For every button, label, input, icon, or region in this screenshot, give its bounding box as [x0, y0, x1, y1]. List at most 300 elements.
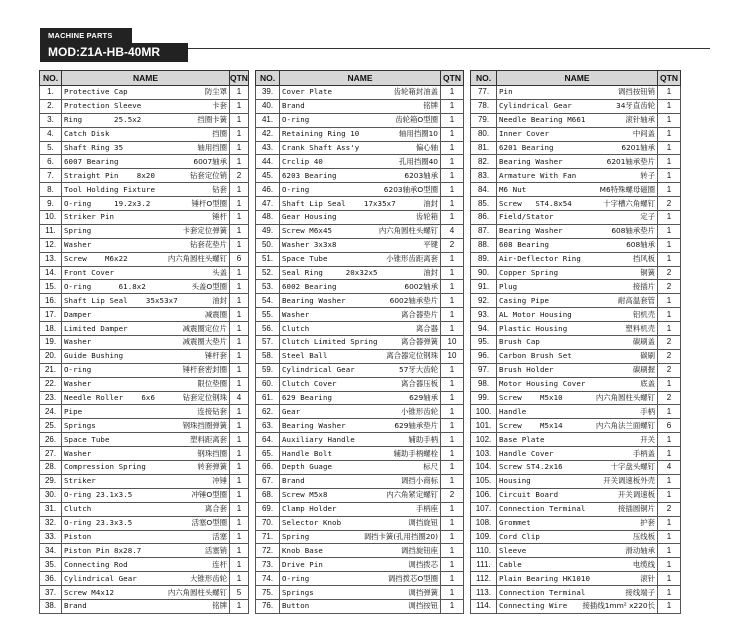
part-name-cell — [280, 391, 441, 405]
table-row — [256, 183, 464, 197]
part-name-cn: 钻套 — [212, 184, 227, 194]
table-row — [40, 141, 249, 155]
part-quantity: 2 — [658, 349, 681, 363]
part-name-cell — [280, 586, 441, 600]
part-number: 61. — [256, 391, 280, 405]
part-number: 109. — [471, 530, 497, 544]
table-row — [40, 224, 249, 238]
part-name-en: Tool Holding Fixture — [64, 184, 155, 194]
part-number: 87. — [471, 224, 497, 238]
table-row — [256, 113, 464, 127]
part-quantity: 1 — [230, 280, 249, 294]
part-name-cell — [497, 308, 658, 322]
part-number: 1. — [40, 86, 62, 100]
part-name-cell — [280, 99, 441, 113]
part-name-cell — [280, 599, 441, 613]
table-row — [471, 488, 681, 502]
part-name-en: Spring — [282, 531, 310, 541]
part-number: 36. — [40, 572, 62, 586]
part-name-cn: 6203轴承O型圈 — [383, 184, 438, 194]
table-row — [471, 363, 681, 377]
part-number: 18. — [40, 322, 62, 336]
part-number: 48. — [256, 211, 280, 225]
part-number: 100. — [471, 405, 497, 419]
part-name-cn: 中间盖 — [632, 129, 655, 139]
part-number: 49. — [256, 224, 280, 238]
part-quantity: 1 — [658, 322, 681, 336]
part-number: 46. — [256, 183, 280, 197]
part-name-en: Connecting Wire — [499, 601, 568, 611]
part-name-en: Connecting Rod — [64, 559, 128, 569]
part-number: 86. — [471, 211, 497, 225]
part-name-cn: 平键 — [423, 240, 438, 250]
part-name-cn: 内六角圆柱头螺钉 — [595, 393, 655, 403]
part-name-cell — [497, 183, 658, 197]
table-row — [471, 280, 681, 294]
part-number: 79. — [471, 113, 497, 127]
part-name-cn: M6特殊螺母磁圈 — [599, 184, 655, 194]
part-name-cell — [280, 294, 441, 308]
part-quantity: 2 — [658, 391, 681, 405]
part-quantity: 1 — [230, 86, 249, 100]
part-number: 41. — [256, 113, 280, 127]
part-name-en: Circuit Board — [499, 490, 559, 500]
part-quantity: 1 — [441, 266, 464, 280]
table-row — [256, 572, 464, 586]
column-header-qty: QTN — [658, 71, 681, 86]
part-name-cn: 头盖O型圈 — [191, 281, 227, 291]
part-name-cn: 挡风板 — [632, 254, 655, 264]
part-name-en: Selector Knob — [282, 518, 342, 528]
table-row — [256, 405, 464, 419]
part-number: 4. — [40, 127, 62, 141]
part-name-en: Screw M5x14 — [499, 420, 563, 430]
part-quantity: 1 — [230, 502, 249, 516]
part-name-cn: 十字槽六角螺钉 — [603, 198, 655, 208]
part-name-cn: 57牙大齿轮 — [399, 365, 438, 375]
part-name-cell — [62, 238, 230, 252]
part-name-en: Screw M6x22 — [64, 254, 128, 264]
part-name-en: Screw M5x8 — [282, 490, 328, 500]
table-row — [40, 447, 249, 461]
part-number: 19. — [40, 336, 62, 350]
part-name-en: Cylindrical Gear — [499, 101, 572, 111]
part-name-en: Plug — [499, 281, 518, 291]
table-row — [471, 572, 681, 586]
part-name-cell — [280, 183, 441, 197]
part-name-cn: 钻套定位钢珠 — [182, 393, 227, 403]
part-name-cn: 碳刷握 — [632, 365, 655, 375]
part-quantity: 1 — [658, 294, 681, 308]
part-number: 33. — [40, 530, 62, 544]
part-name-cn: 标尺 — [423, 462, 438, 472]
table-row — [256, 127, 464, 141]
part-name-cell — [280, 336, 441, 350]
part-name-en: Space Tube — [64, 434, 110, 444]
part-number: 27. — [40, 447, 62, 461]
part-quantity: 1 — [441, 141, 464, 155]
part-name-cn: 减震圈定位片 — [182, 323, 227, 333]
part-name-en: Screw M6x45 — [282, 226, 333, 236]
part-name-cell — [62, 113, 230, 127]
part-name-cell — [62, 461, 230, 475]
table-row — [40, 474, 249, 488]
table-row — [256, 447, 464, 461]
part-name-en: O-ring 61.8x2 — [64, 281, 146, 291]
part-name-cell — [62, 502, 230, 516]
part-name-cell — [280, 558, 441, 572]
part-quantity: 1 — [230, 113, 249, 127]
table-row — [471, 433, 681, 447]
part-name-en: Connection Terminal — [499, 587, 586, 597]
part-name-cell — [280, 474, 441, 488]
part-name-cell — [497, 433, 658, 447]
part-name-cn: 辅助手柄 — [408, 434, 438, 444]
part-name-cell — [280, 211, 441, 225]
part-quantity: 1 — [230, 322, 249, 336]
part-name-cell — [280, 433, 441, 447]
part-number: 28. — [40, 461, 62, 475]
part-number: 20. — [40, 349, 62, 363]
part-name-cn: 离合器 — [415, 323, 438, 333]
part-name-en: Sleeve — [499, 545, 527, 555]
part-name-cn: 离合器定位钢珠 — [386, 351, 438, 361]
table-row — [40, 502, 249, 516]
part-name-cn: 锤杆O型圈 — [191, 198, 227, 208]
section-label: MACHINE PARTS — [40, 28, 132, 43]
part-quantity: 1 — [441, 183, 464, 197]
part-quantity: 1 — [441, 447, 464, 461]
part-number: 102. — [471, 433, 497, 447]
part-name-cell — [62, 308, 230, 322]
part-name-en: Screw ST4.2x16 — [499, 462, 563, 472]
part-quantity: 1 — [441, 294, 464, 308]
part-name-cell — [497, 502, 658, 516]
part-name-en: Clutch Cover — [282, 379, 337, 389]
part-name-en: Grommet — [499, 518, 531, 528]
part-number: 26. — [40, 433, 62, 447]
part-quantity: 1 — [658, 252, 681, 266]
part-quantity: 10 — [441, 336, 464, 350]
part-name-cell — [62, 197, 230, 211]
part-name-cell — [62, 447, 230, 461]
part-quantity: 1 — [441, 433, 464, 447]
part-name-cn: 调挡弹簧 — [408, 587, 438, 597]
part-name-en: Pipe — [64, 406, 83, 416]
column-header-name: NAME — [62, 71, 230, 86]
part-name-en: Clamp Holder — [282, 504, 337, 514]
part-name-en: Clutch Limited Spring — [282, 337, 378, 347]
part-quantity: 1 — [441, 419, 464, 433]
table-row — [471, 155, 681, 169]
part-quantity: 2 — [658, 336, 681, 350]
part-quantity: 1 — [658, 586, 681, 600]
part-number: 59. — [256, 363, 280, 377]
part-quantity: 1 — [658, 572, 681, 586]
part-number: 67. — [256, 474, 280, 488]
table-row — [256, 433, 464, 447]
part-number: 82. — [471, 155, 497, 169]
part-number: 43. — [256, 141, 280, 155]
part-name-cell — [497, 252, 658, 266]
part-name-cn: 轴用挡圈10 — [399, 129, 438, 139]
part-name-cell — [62, 322, 230, 336]
column-header-no: NO. — [256, 71, 280, 86]
table-row — [256, 474, 464, 488]
table-row — [40, 308, 249, 322]
table-row — [256, 586, 464, 600]
part-name-en: Base Plate — [499, 434, 545, 444]
part-name-en: Ring 25.5x2 — [64, 115, 142, 125]
table-row — [40, 294, 249, 308]
table-row — [471, 474, 681, 488]
part-name-en: Cord Clip — [499, 531, 540, 541]
part-name-cell — [280, 169, 441, 183]
part-quantity: 10 — [441, 349, 464, 363]
part-name-cell — [62, 516, 230, 530]
part-name-cell — [62, 405, 230, 419]
part-name-cn: 滑动轴承 — [625, 545, 655, 555]
table-row — [471, 197, 681, 211]
column-header-name: NAME — [497, 71, 658, 86]
part-name-cn: 调挡小商标 — [401, 476, 438, 486]
part-name-cn: 629轴承垫片 — [394, 420, 438, 430]
part-name-en: Washer — [64, 240, 92, 250]
part-quantity: 1 — [658, 447, 681, 461]
part-number: 103. — [471, 447, 497, 461]
part-number: 22. — [40, 377, 62, 391]
part-quantity: 1 — [441, 544, 464, 558]
column-header-qty: QTN — [230, 71, 249, 86]
part-name-en: Pin — [499, 87, 513, 97]
part-number: 56. — [256, 322, 280, 336]
part-name-cell — [497, 86, 658, 100]
column-header-no: NO. — [471, 71, 497, 86]
part-name-cn: 开关调速板外壳 — [603, 476, 655, 486]
part-name-cell — [280, 127, 441, 141]
table-row — [256, 211, 464, 225]
part-name-cn: 转子 — [640, 170, 655, 180]
part-quantity: 1 — [441, 99, 464, 113]
table-row — [256, 169, 464, 183]
part-quantity: 1 — [230, 488, 249, 502]
part-number: 95. — [471, 336, 497, 350]
part-quantity: 2 — [658, 280, 681, 294]
part-name-en: Piston Pin 8x28.7 — [64, 545, 142, 555]
part-name-cn: 接插片 — [632, 281, 655, 291]
part-name-cn: 油封 — [423, 198, 438, 208]
part-name-cn: 滚针 — [640, 573, 655, 583]
part-name-cell — [280, 572, 441, 586]
part-name-en: Armature With Fan — [499, 170, 577, 180]
part-number: 12. — [40, 238, 62, 252]
table-row — [256, 197, 464, 211]
part-name-cn: 滚针轴承 — [625, 115, 655, 125]
part-quantity: 1 — [658, 113, 681, 127]
model-title: MOD:Z1A-HB-40MR — [40, 43, 188, 62]
table-row — [471, 308, 681, 322]
table-row — [40, 572, 249, 586]
part-number: 81. — [471, 141, 497, 155]
part-name-cn: 内六角圆柱头螺钉 — [167, 254, 227, 264]
part-name-cell — [62, 86, 230, 100]
part-quantity: 1 — [230, 447, 249, 461]
part-name-en: Drive Pin — [282, 559, 323, 569]
part-name-cn: 底盖 — [640, 379, 655, 389]
part-number: 68. — [256, 488, 280, 502]
part-quantity: 1 — [230, 516, 249, 530]
part-name-cn: 手柄 — [640, 406, 655, 416]
part-number: 99. — [471, 391, 497, 405]
part-name-cell — [62, 544, 230, 558]
part-quantity: 2 — [658, 363, 681, 377]
part-number: 112. — [471, 572, 497, 586]
part-quantity: 1 — [441, 558, 464, 572]
part-name-en: Connection Terminal — [499, 504, 586, 514]
part-number: 104. — [471, 461, 497, 475]
part-quantity: 1 — [441, 197, 464, 211]
part-name-en: Needle Bearing M661 — [499, 115, 586, 125]
part-name-en: Cylindrical Gear — [282, 365, 355, 375]
part-name-cn: 调挡旋钮 — [408, 518, 438, 528]
table-row — [40, 169, 249, 183]
part-name-en: 6203 Bearing — [282, 170, 337, 180]
part-name-en: Limited Damper — [64, 323, 128, 333]
part-number: 24. — [40, 405, 62, 419]
part-name-cn: 6203轴承 — [404, 170, 438, 180]
part-name-en: Protection Sleeve — [64, 101, 142, 111]
table-row — [471, 99, 681, 113]
table-row — [40, 391, 249, 405]
part-quantity: 1 — [230, 99, 249, 113]
part-name-cn: 6002轴承 — [404, 281, 438, 291]
part-name-cell — [62, 363, 230, 377]
table-row — [40, 211, 249, 225]
part-name-cell — [280, 377, 441, 391]
part-name-en: Brush Holder — [499, 365, 554, 375]
part-name-cn: 内六角法兰面螺钉 — [595, 420, 655, 430]
part-name-cn: 6201轴承垫片 — [606, 156, 655, 166]
table-row — [471, 461, 681, 475]
part-name-en: Brand — [282, 476, 305, 486]
part-name-cell — [62, 252, 230, 266]
part-name-en: Air-Deflector Ring — [499, 254, 581, 264]
table-row — [256, 252, 464, 266]
table-row — [40, 530, 249, 544]
part-number: 58. — [256, 349, 280, 363]
part-quantity: 1 — [230, 336, 249, 350]
table-row — [256, 294, 464, 308]
part-quantity: 5 — [230, 586, 249, 600]
part-number: 50. — [256, 238, 280, 252]
part-name-en: Seal Ring 20x32x5 — [282, 268, 378, 278]
table-row — [471, 322, 681, 336]
part-name-cn: 铭牌 — [423, 101, 438, 111]
part-number: 47. — [256, 197, 280, 211]
part-name-cell — [62, 266, 230, 280]
part-name-en: Guide Bushing — [64, 351, 124, 361]
part-name-cn: 608轴承垫片 — [611, 226, 655, 236]
part-name-cn: 电缆线 — [632, 559, 655, 569]
part-number: 78. — [471, 99, 497, 113]
part-quantity: 1 — [230, 238, 249, 252]
part-name-cn: 接插圆铜片 — [618, 504, 655, 514]
part-number: 77. — [471, 86, 497, 100]
part-number: 51. — [256, 252, 280, 266]
part-name-cell — [497, 558, 658, 572]
part-name-en: 6007 Bearing — [64, 156, 119, 166]
part-name-cn: 大锥形齿轮 — [190, 573, 227, 583]
part-name-en: Gear Housing — [282, 212, 337, 222]
part-number: 11. — [40, 224, 62, 238]
part-name-cell — [62, 391, 230, 405]
part-name-cell — [280, 113, 441, 127]
part-name-en: Striker Pin — [64, 212, 115, 222]
part-name-cell — [497, 336, 658, 350]
table-row — [256, 266, 464, 280]
part-number: 39. — [256, 86, 280, 100]
part-name-cn: 限位垫圈 — [197, 379, 227, 389]
part-name-cell — [497, 572, 658, 586]
part-name-en: Housing — [499, 476, 531, 486]
part-number: 55. — [256, 308, 280, 322]
table-row — [40, 433, 249, 447]
part-name-cn: 油封 — [423, 268, 438, 278]
part-name-cell — [497, 405, 658, 419]
table-row — [40, 336, 249, 350]
part-quantity: 1 — [658, 211, 681, 225]
part-quantity: 1 — [658, 308, 681, 322]
part-quantity: 6 — [230, 252, 249, 266]
part-name-en: Shaft Lip Seal 35x53x7 — [64, 295, 178, 305]
part-quantity: 1 — [441, 169, 464, 183]
table-row — [256, 502, 464, 516]
part-name-cell — [280, 252, 441, 266]
part-name-cell — [62, 99, 230, 113]
table-row — [471, 502, 681, 516]
part-name-cell — [280, 86, 441, 100]
part-quantity: 2 — [658, 266, 681, 280]
part-quantity: 1 — [230, 211, 249, 225]
part-name-cn: 小锥形齿轮 — [401, 406, 438, 416]
table-row — [256, 86, 464, 100]
table-row — [40, 363, 249, 377]
part-quantity: 2 — [658, 197, 681, 211]
part-name-en: Handle Cover — [499, 448, 554, 458]
part-name-cn: 内六角紧定螺钉 — [386, 490, 438, 500]
part-name-en: Piston — [64, 531, 92, 541]
part-name-en: Button — [282, 601, 310, 611]
parts-table-2 — [255, 70, 464, 614]
part-quantity: 2 — [230, 169, 249, 183]
part-number: 70. — [256, 516, 280, 530]
part-name-cn: 手柄盖 — [632, 448, 655, 458]
part-name-cell — [497, 363, 658, 377]
table-row — [471, 530, 681, 544]
part-quantity: 1 — [441, 322, 464, 336]
part-name-cn: 减震圈 — [204, 309, 227, 319]
part-name-cell — [497, 322, 658, 336]
part-number: 107. — [471, 502, 497, 516]
part-name-cn: 6201轴承 — [621, 143, 655, 152]
part-name-en: Bearing Washer — [499, 226, 563, 236]
part-number: 66. — [256, 461, 280, 475]
part-name-cell — [280, 155, 441, 169]
part-number: 6. — [40, 155, 62, 169]
part-name-cn: 挡圈 — [212, 129, 227, 139]
part-quantity: 1 — [230, 363, 249, 377]
part-quantity: 1 — [658, 599, 681, 613]
